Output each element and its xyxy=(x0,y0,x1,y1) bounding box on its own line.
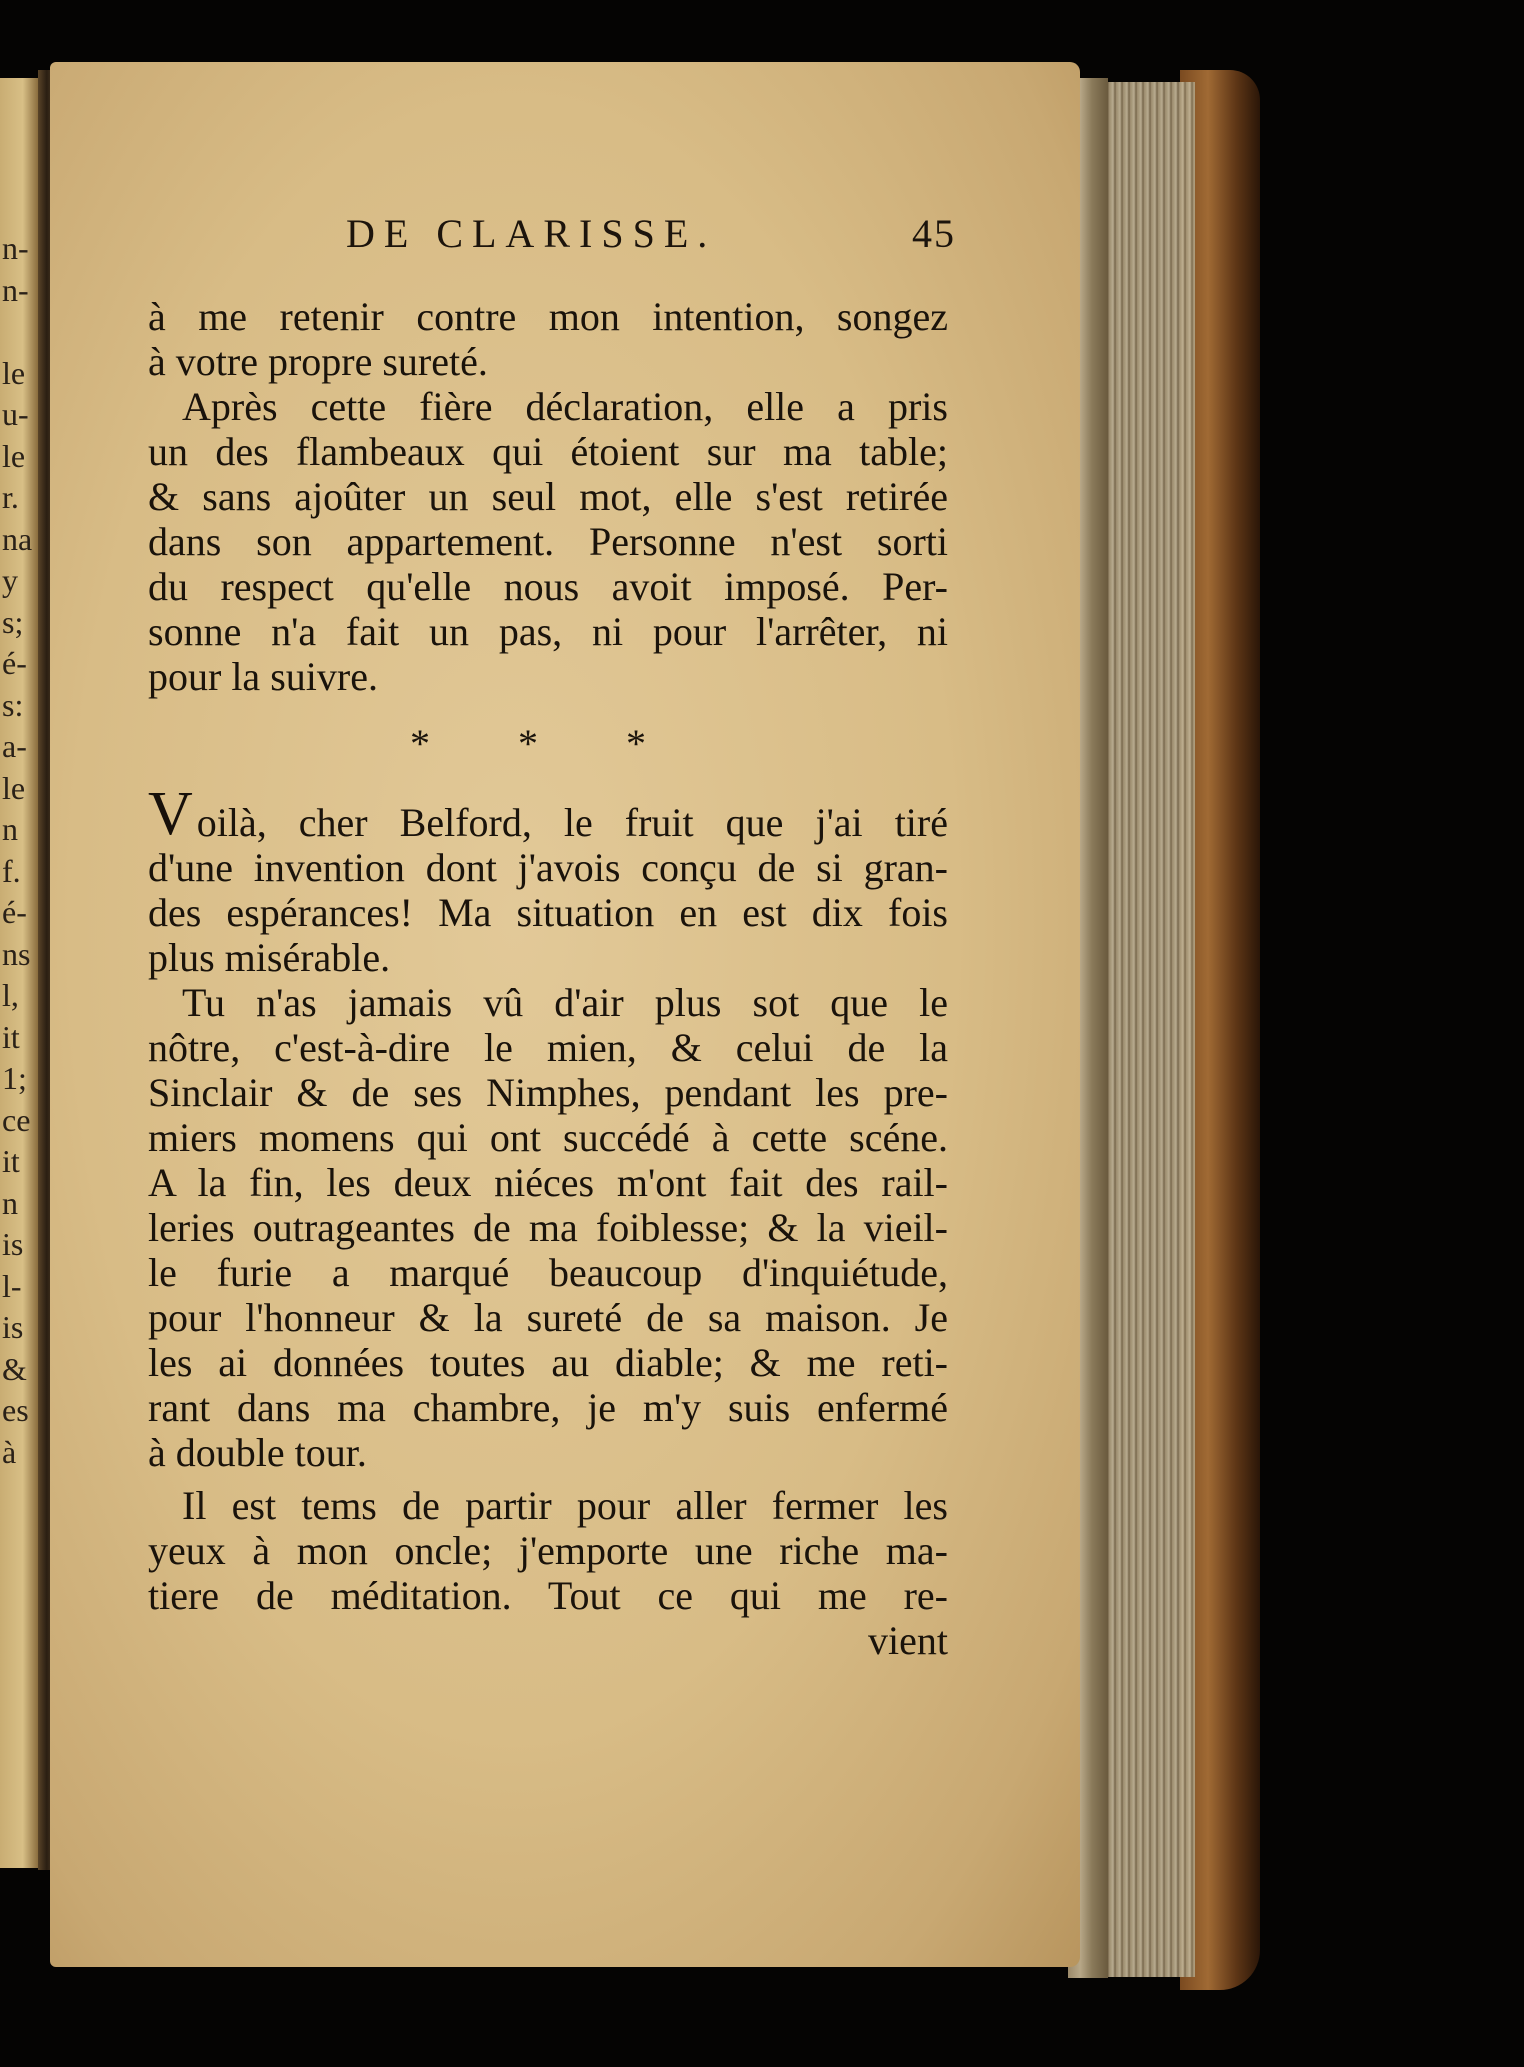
fragment: l, xyxy=(2,977,19,1013)
fragment: é- xyxy=(2,894,27,930)
fragment: a- xyxy=(2,728,27,764)
fragment: es xyxy=(2,1392,29,1428)
asterisk: * xyxy=(518,721,538,766)
text-line: miers momens qui ont succédé à cette scéne. xyxy=(148,1115,948,1160)
fragment: é- xyxy=(2,645,27,681)
text-line: leries outrageantes de ma foiblesse; & la vieil- xyxy=(148,1205,948,1250)
facing-page-left xyxy=(0,78,38,1868)
running-head: DE CLARISSE. xyxy=(346,211,717,256)
text-line: A la fin, les deux niéces m'ont fait des rail- xyxy=(148,1160,948,1205)
text-line: pour la suivre. xyxy=(148,654,378,699)
fragment: à xyxy=(2,1433,17,1470)
page-body xyxy=(148,294,948,1663)
fragment: l- xyxy=(2,1267,22,1304)
fragment: le xyxy=(2,437,26,474)
right-page xyxy=(50,62,1080,1967)
fragment: le xyxy=(2,354,26,391)
fragment: le xyxy=(2,769,26,806)
text-line: un des flambeaux qui étoient sur ma table; xyxy=(148,429,948,474)
asterisk: * xyxy=(626,721,646,766)
fragment: & xyxy=(2,1350,27,1387)
fragment: ce xyxy=(2,1101,31,1138)
text-line: à me retenir contre mon intention, songez xyxy=(148,294,948,339)
text-line: oilà, cher Belford, le fruit que j'ai tiré xyxy=(196,800,948,845)
text-line: rant dans ma chambre, je m'y suis enfermé xyxy=(148,1385,948,1430)
fragment: s; xyxy=(2,603,24,640)
fragment: y xyxy=(2,562,18,598)
fragment: r. xyxy=(2,479,19,515)
asterisk: * xyxy=(410,721,430,766)
text-line: les ai données toutes au diable; & me reti- xyxy=(148,1340,948,1385)
fragment: na xyxy=(2,520,33,557)
dropcap-line xyxy=(148,780,948,848)
text-line: du respect qu'elle nous avoit imposé. Per- xyxy=(148,564,948,609)
paragraph xyxy=(148,980,948,1475)
paragraph xyxy=(148,294,948,384)
fragment: n- xyxy=(2,230,29,266)
text-line: d'une invention dont j'avois conçu de si gran- xyxy=(148,845,948,890)
text-line: Il est tems de partir pour aller fermer les xyxy=(182,1483,948,1528)
fragment: ns xyxy=(2,935,31,972)
page-number: 45 xyxy=(912,211,956,256)
catchword: vient xyxy=(868,1618,948,1663)
fragment: n xyxy=(2,811,18,847)
section-separator xyxy=(108,699,948,789)
fragment: it xyxy=(2,1018,20,1055)
text-line: & sans ajoûter un seul mot, elle s'est retirée xyxy=(148,474,948,519)
fragment: it xyxy=(2,1143,20,1179)
text-line: pour l'honneur & la sureté de sa maison. Je xyxy=(148,1295,948,1340)
text-line: dans son appartement. Personne n'est sorti xyxy=(148,519,948,564)
paragraph xyxy=(148,780,948,980)
text-line: tiere de méditation. Tout ce qui me re- xyxy=(148,1573,948,1618)
text-line: nôtre, c'est-à-dire le mien, & celui de la xyxy=(148,1025,948,1070)
fragment: n xyxy=(2,1184,18,1221)
fragment: 1; xyxy=(2,1060,27,1096)
fragment: n- xyxy=(2,271,29,308)
paragraph xyxy=(148,384,948,699)
text-line: sonne n'a fait un pas, ni pour l'arrêter, ni xyxy=(148,609,948,654)
fragment: u- xyxy=(2,396,29,432)
text-line: à votre propre sureté. xyxy=(148,339,488,384)
text-line: Après cette fière déclaration, elle a pris xyxy=(182,384,948,429)
fragment: f. xyxy=(2,852,21,889)
paragraph xyxy=(148,1483,948,1663)
text-line: yeux à mon oncle; j'emporte une riche ma- xyxy=(148,1528,948,1573)
fragment: s: xyxy=(2,686,24,723)
fragment: is xyxy=(2,1226,24,1262)
text-line: plus misérable. xyxy=(148,935,391,980)
drop-cap: V xyxy=(148,780,193,848)
text-line: Sinclair & de ses Nimphes, pendant les pre- xyxy=(148,1070,948,1115)
text-line: à double tour. xyxy=(148,1430,367,1475)
fragment xyxy=(0,311,38,353)
text-line: Tu n'as jamais vû d'air plus sot que le xyxy=(182,980,948,1025)
facing-page-fragments xyxy=(0,228,38,1473)
text-line: des espérances! Ma situation en est dix fois xyxy=(148,890,948,935)
text-line: le furie a marqué beaucoup d'inquiétude, xyxy=(148,1250,948,1295)
fragment: is xyxy=(2,1309,24,1345)
